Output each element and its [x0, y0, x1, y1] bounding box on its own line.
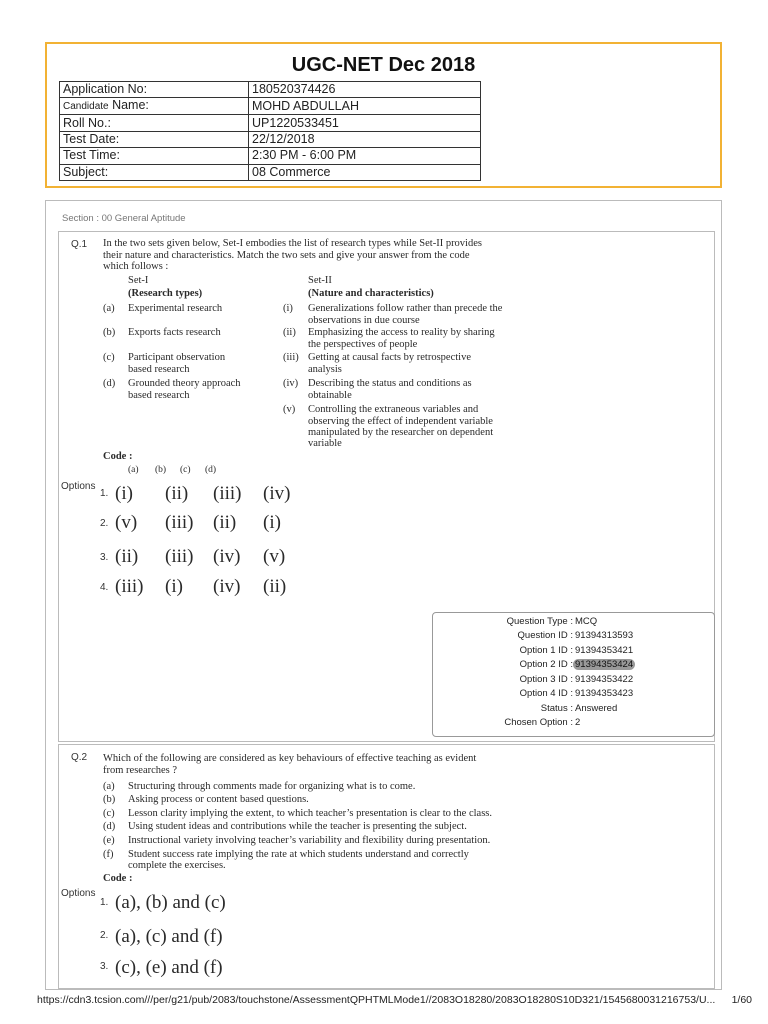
- section-title: Section : 00 General Aptitude: [62, 213, 186, 224]
- question-section: [45, 200, 722, 990]
- info-label: Candidate Name:: [60, 98, 249, 115]
- exam-title: UGC-NET Dec 2018: [291, 54, 476, 76]
- set1-item: (b) Exports facts research: [103, 327, 221, 338]
- question-metadata: [432, 612, 715, 737]
- statement-item: (a) Structuring through comments made for organizing what is to come.: [103, 781, 416, 792]
- question-1: Q.1 In the two sets given below, Set-I embodies the list of research types while Set-II provides their nature and characteristics. Match the two sets and give your answer from the code which follows : Set-I (Research types) Set-II (Nature and characteristics) (a) Experimental research (b) Exports facts research (c) Participant observation based research (d) Grounded theory approach based research (i) Generalizations follow rather than precede the observations in due course (ii) Emphasizing the access to reality by sharing the perspectives of people (iii) Getting at causal facts by retrospective analysis (iv) Describing the status and conditions as obtainable (v) Controlling the extraneous variables and observing the effect of independent variable manipulated by the researcher on dependent variable Code : (a) (b) (c) (d) Options 1. (i) (ii) (iii) (iv) 2. (v) (iii) (ii) (i) 3. (ii) (iii) (iv) (v) 4. (iii) (i) (iv) (ii) Question Type : MCQ Question ID : 91394313593 Option 1 ID : 91394353421 Option 2 ID : 91394353424 Option 3 ID : 91394353422 Option 4 ID : 91394353423 Status : Answered Chosen Option : 2: [58, 231, 715, 742]
- set2-item: (iii) Getting at causal facts by retrospective analysis: [283, 352, 471, 375]
- candidate-info-table: [59, 81, 481, 181]
- code-col: (d): [205, 465, 217, 475]
- code-label: Code :: [103, 451, 133, 462]
- info-row-time: [60, 148, 481, 164]
- meta-row: Chosen Option : 2: [504, 717, 581, 728]
- info-value: 22/12/2018: [249, 131, 481, 147]
- info-value: MOHD ABDULLAH: [249, 98, 481, 115]
- info-row-application: [60, 82, 481, 98]
- code-label: Code :: [103, 873, 133, 884]
- option-number: 4.: [100, 582, 109, 593]
- option-number: 2.: [100, 518, 109, 529]
- meta-row: Question Type : MCQ: [506, 616, 598, 627]
- set1-title: Set-I: [128, 275, 149, 286]
- option-number: 3.: [100, 552, 109, 563]
- info-row-name: [60, 98, 481, 115]
- info-row-roll: [60, 115, 481, 131]
- statement-item: (f) Student success rate implying the rate at which students understand and correctly complete the exercises.: [103, 849, 469, 871]
- print-footer: [37, 994, 752, 1006]
- candidate-info-box: [45, 42, 722, 188]
- set2-subtitle: (Nature and characteristics): [308, 288, 434, 299]
- code-col: (a): [128, 465, 139, 475]
- question-number: Q.2: [71, 752, 88, 763]
- info-row-subject: [60, 164, 481, 180]
- meta-row: Question ID : 91394313593: [517, 630, 634, 641]
- set1-item: (a) Experimental research: [103, 303, 223, 314]
- question-2: Q.2 Which of the following are considered as key behaviours of effective teaching as evident from researches ? (a) Structuring through comments made for organizing what is to come. (b) Asking process or content based questions. (c) Lesson clarity implying the extent, to which teacher’s presentation is clear to the class. (d) Using student ideas and contributions while the teacher is presenting the subject. (e) Instructional variety involving teacher’s variability and flexibility during presentation. (f) Student success rate implying the rate at which students understand and correctly complete the exercises. Code : Options 1. (a), (b) and (c) 2. (a), (c) and (f) 3. (c), (e) and (f): [58, 744, 715, 989]
- info-value: 08 Commerce: [249, 164, 481, 180]
- info-value: UP1220533451: [249, 115, 481, 131]
- chosen-option-id-highlight: 91394353424: [575, 659, 634, 670]
- meta-row: Option 4 ID : 91394353423: [519, 688, 634, 699]
- info-row-date: [60, 131, 481, 147]
- set1-item: (d) Grounded theory approach based research: [103, 378, 241, 401]
- info-value: 2:30 PM - 6:00 PM: [249, 148, 481, 164]
- meta-row: Option 1 ID : 91394353421: [519, 645, 634, 656]
- code-col: (c): [180, 465, 191, 475]
- question-text: In the two sets given below, Set-I embodies the list of research types while Set-II provides their nature and characteristics. Match the two sets and give your answer from the code which follows :: [103, 238, 482, 272]
- statement-item: (b) Asking process or content based questions.: [103, 794, 309, 805]
- set1-item: (c) Participant observation based research: [103, 352, 226, 375]
- set2-item: (v) Controlling the extraneous variables and observing the effect of independent variable manipulated by the researcher on dependent variable: [283, 404, 494, 449]
- statement-item: (e) Instructional variety involving teacher’s variability and flexibility during presentation.: [103, 835, 491, 846]
- question-text: Which of the following are considered as key behaviours of effective teaching as evident from researches ?: [103, 753, 477, 776]
- set2-title: Set-II: [308, 275, 332, 286]
- option-number: 2.: [100, 930, 109, 941]
- meta-row: Option 2 ID : 91394353424: [519, 659, 634, 670]
- info-label: Test Date:: [60, 131, 249, 147]
- code-col: (b): [155, 465, 167, 475]
- set1-subtitle: (Research types): [128, 288, 203, 299]
- option-number: 3.: [100, 961, 109, 972]
- options-label: Options: [61, 481, 96, 492]
- set2-item: (ii) Emphasizing the access to reality by sharing the perspectives of people: [283, 327, 495, 350]
- set2-item: (i) Generalizations follow rather than precede the observations in due course: [283, 303, 503, 326]
- options-label: Options: [61, 888, 96, 899]
- info-label: Application No:: [60, 82, 249, 98]
- option-number: 1.: [100, 897, 109, 908]
- page-number: 1/60: [726, 994, 752, 1006]
- info-label: Roll No.:: [60, 115, 249, 131]
- option-number: 1.: [100, 488, 109, 499]
- question-number: Q.1: [71, 239, 88, 250]
- statement-item: (c) Lesson clarity implying the extent, to which teacher’s presentation is clear to the class.: [103, 808, 492, 819]
- footer-url: https://cdn3.tcsion.com///per/g21/pub/2083/touchstone/AssessmentQPHTMLMode1//2083O18280/2083O18280S10D321/1545680031216753/U...: [37, 994, 716, 1006]
- meta-row: Status : Answered: [540, 703, 618, 714]
- info-label: Test Time:: [60, 148, 249, 164]
- meta-row: Option 3 ID : 91394353422: [519, 674, 634, 685]
- set2-item: (iv) Describing the status and conditions as obtainable: [283, 378, 472, 401]
- statement-item: (d) Using student ideas and contributions while the teacher is presenting the subject.: [103, 821, 467, 832]
- info-value: 180520374426: [249, 82, 481, 98]
- info-label: Subject:: [60, 164, 249, 180]
